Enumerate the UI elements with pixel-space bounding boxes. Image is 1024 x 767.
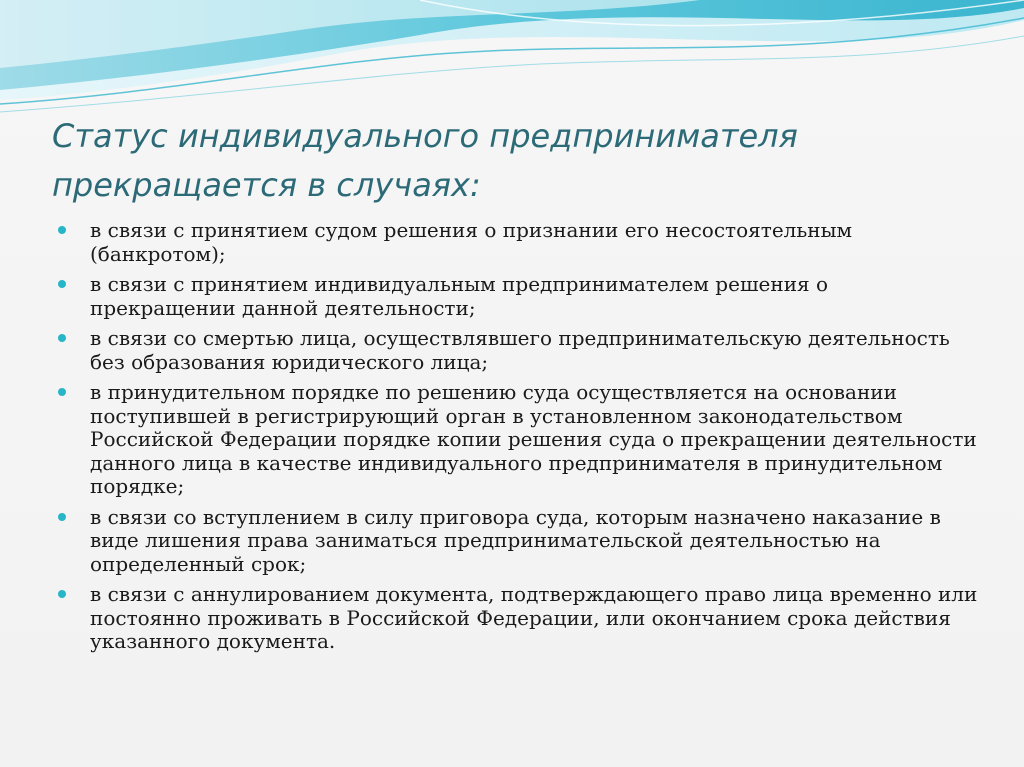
list-item: [58, 273, 978, 320]
list-item-text: в принудительном порядке по решению суда осуществляется на основании поступившей в регистрирующий орган в установленном законодательством Российской Федерации порядке копии решения суда о прекращении деятельности данного лица в качестве индивидуального предпринимателя в принудительном порядке;: [90, 380, 977, 498]
bullet-icon: [58, 334, 66, 342]
list-item-text: в связи с аннулированием документа, подтверждающего право лица временно или постоянно проживать в Российской Федерации, или окончанием срока действия указанного документа.: [90, 582, 978, 653]
bullet-icon: [58, 513, 66, 521]
bullet-icon: [58, 226, 66, 234]
slide-title-line-2: прекращается в случаях:: [52, 166, 481, 204]
list-item: [58, 506, 978, 577]
list-item-text: в связи с принятием индивидуальным предпринимателем решения о прекращении данной деятельности;: [90, 272, 829, 320]
slide-title-line-1: Статус индивидуального предпринимателя: [52, 117, 798, 155]
list-item: [58, 327, 978, 374]
case-list: [58, 219, 978, 661]
wave-decoration: [0, 0, 1024, 130]
slide-title: [52, 112, 972, 210]
bullet-icon: [58, 388, 66, 396]
list-item-text: в связи с принятием судом решения о признании его несостоятельным (банкротом);: [90, 218, 853, 266]
list-item: [58, 219, 978, 266]
list-item: [58, 583, 978, 654]
list-item-text: в связи со смертью лица, осуществлявшего предпринимательскую деятельность без образования юридического лица;: [90, 326, 950, 374]
bullet-icon: [58, 590, 66, 598]
bullet-icon: [58, 280, 66, 288]
list-item: [58, 381, 978, 499]
list-item-text: в связи со вступлением в силу приговора суда, которым назначено наказание в виде лишения права заниматься предпринимательской деятельностью на определенный срок;: [90, 504, 941, 576]
